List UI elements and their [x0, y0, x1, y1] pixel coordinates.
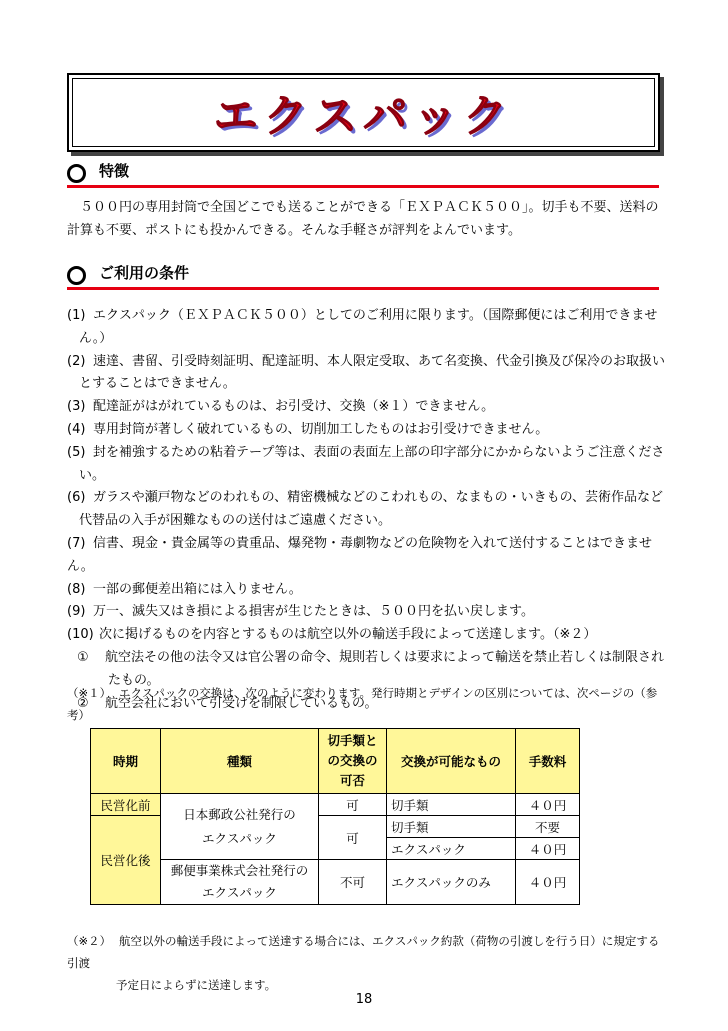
- condition-number: (2): [67, 353, 86, 369]
- condition-text: 速達、書留、引受時刻証明、配達証明、本人限定受取、あて名変換、代金引換及び保冷のお取扱い: [93, 353, 666, 369]
- condition-text: 配達証がはがれているものは、お引受け、交換（※１）できません。: [93, 399, 495, 415]
- note-mark: （※２）: [67, 934, 112, 948]
- features-line: ５００円の専用封筒で全国どこでも送ることができる「ＥＸＰＡＣＫ５００」。切手も不要、送料の: [80, 200, 659, 215]
- condition-item: [67, 351, 667, 397]
- condition-text: 封を補強するための粘着テープ等は、表面の表面左上部の印字部分にかからないようご注意くださ: [93, 444, 665, 460]
- condition-text: 次に掲げるものを内容とするものは航空以外の輸送手段によって送達します。（※２）: [99, 627, 597, 643]
- header-exchange-line: の交換の: [327, 753, 378, 768]
- header-type: 種類: [161, 729, 319, 794]
- circle-bullet-icon: [67, 164, 86, 183]
- sub-item-text: たもの。: [108, 672, 160, 688]
- condition-text: とすることはできません。: [79, 376, 236, 392]
- features-paragraph: [67, 196, 667, 242]
- section-rule: [67, 185, 659, 188]
- type-line: エクスパック: [202, 885, 277, 900]
- exchange-cell: 可: [319, 816, 387, 860]
- note-text: 予定日によらずに送達します。: [116, 978, 277, 992]
- condition-item: [67, 305, 667, 351]
- page-number: 18: [355, 992, 373, 1007]
- condition-item: [67, 533, 667, 579]
- section-rule: [67, 287, 659, 290]
- sub-item-text: 航空法その他の法令又は官公署の命令、規則若しくは要求によって輸送を禁止若しくは制限され: [105, 649, 665, 665]
- condition-number: (3): [67, 399, 86, 415]
- condition-item: [67, 396, 667, 419]
- condition-text: ガラスや瀬戸物などのわれもの、精密機械などのこわれもの、なまもの・いきもの、芸術作品など: [93, 490, 664, 506]
- condition-item: [67, 624, 667, 647]
- header-exchange: [319, 729, 387, 794]
- header-fee: 手数料: [516, 729, 580, 794]
- section-title: 特徴: [99, 162, 130, 180]
- condition-number: (10): [67, 627, 94, 643]
- item-cell: 切手類: [387, 816, 516, 838]
- condition-number: (6): [67, 490, 86, 506]
- condition-item: [67, 601, 667, 624]
- type-line: エクスパック: [202, 830, 277, 846]
- fee-cell: ４０円: [516, 794, 580, 816]
- note-mark: （※１）: [67, 686, 112, 700]
- table-header-row: [91, 729, 580, 794]
- section-heading-conditions: [67, 262, 659, 290]
- header-possible: 交換が可能なもの: [387, 729, 516, 794]
- table-row: [91, 794, 580, 816]
- exchange-cell: 可: [319, 794, 387, 816]
- condition-number: (7): [67, 535, 86, 551]
- condition-text: 信書、現金・貴金属等の貴重品、爆発物・毒劇物などの危険物を入れて送付することはできません。: [67, 535, 653, 574]
- section-heading-features: [67, 160, 659, 188]
- note-2: [67, 930, 667, 996]
- condition-text: 万一、滅失又はき損による損害が生じたときは、５００円を払い戻します。: [93, 604, 534, 620]
- item-cell: 切手類: [387, 794, 516, 816]
- header-period: 時期: [91, 729, 161, 794]
- note-text: 航空以外の輸送手段によって送達する場合には、エクスパック約款（荷物の引渡しを行う日）に規定する引渡: [67, 934, 660, 970]
- exchange-fee-table: [90, 728, 580, 905]
- sub-item-text: 航空会社において引受けを制限しているもの。: [105, 695, 378, 711]
- condition-text: 代替品の入手が困難なものの送付はご遠慮ください。: [79, 513, 392, 529]
- header-exchange-line: 可否: [339, 773, 365, 788]
- note-text: エクスパックの交換は、次のように変わります。発行時期とデザインの区別については、次ページの（参考）: [67, 686, 658, 722]
- section-title: ご利用の条件: [99, 264, 190, 282]
- type-line: 日本郵政公社発行の: [183, 806, 296, 822]
- condition-text: 専用封筒が著しく破れているもの、切削加工したものはお引受けできません。: [93, 421, 549, 437]
- condition-number: (4): [67, 421, 86, 437]
- condition-number: (1): [67, 308, 86, 323]
- condition-number: (5): [67, 444, 86, 460]
- condition-item: [67, 579, 667, 602]
- circle-bullet-icon: [67, 266, 86, 285]
- period-cell: 民営化後: [91, 816, 161, 905]
- condition-text: ん。）: [79, 330, 113, 346]
- title-box: [67, 73, 660, 152]
- condition-item: [67, 442, 667, 488]
- sub-item-number: ①: [77, 649, 89, 665]
- exchange-cell: 不可: [319, 860, 387, 905]
- item-cell: エクスパックのみ: [387, 860, 516, 905]
- page-title: エクスパック: [213, 91, 514, 142]
- condition-number: (9): [67, 604, 86, 620]
- fee-cell: ４０円: [516, 860, 580, 905]
- fee-cell: 不要: [516, 816, 580, 838]
- condition-text: エクスパック（ＥＸＰＡＣＫ５００）としてのご利用に限ります。（国際郵便にはご利用できませ: [93, 308, 658, 323]
- type-line: 郵便事業株式会社発行の: [170, 863, 309, 878]
- fee-cell: ４０円: [516, 838, 580, 860]
- condition-text: 一部の郵便差出箱には入りません。: [93, 581, 302, 597]
- conditions-list: [67, 305, 667, 715]
- features-line: 計算も不要、ポストにも投かんできる。そんな手軽さが評判をよんでいます。: [67, 223, 521, 238]
- sub-item-number: ②: [77, 695, 89, 711]
- condition-text: い。: [79, 467, 106, 483]
- condition-item: [67, 487, 667, 533]
- item-cell: エクスパック: [387, 838, 516, 860]
- header-exchange-line: 切手類と: [327, 733, 378, 748]
- condition-item: [67, 419, 667, 442]
- type-cell: [161, 794, 319, 860]
- period-cell: 民営化前: [91, 794, 161, 816]
- condition-number: (8): [67, 581, 86, 597]
- type-cell: [161, 860, 319, 905]
